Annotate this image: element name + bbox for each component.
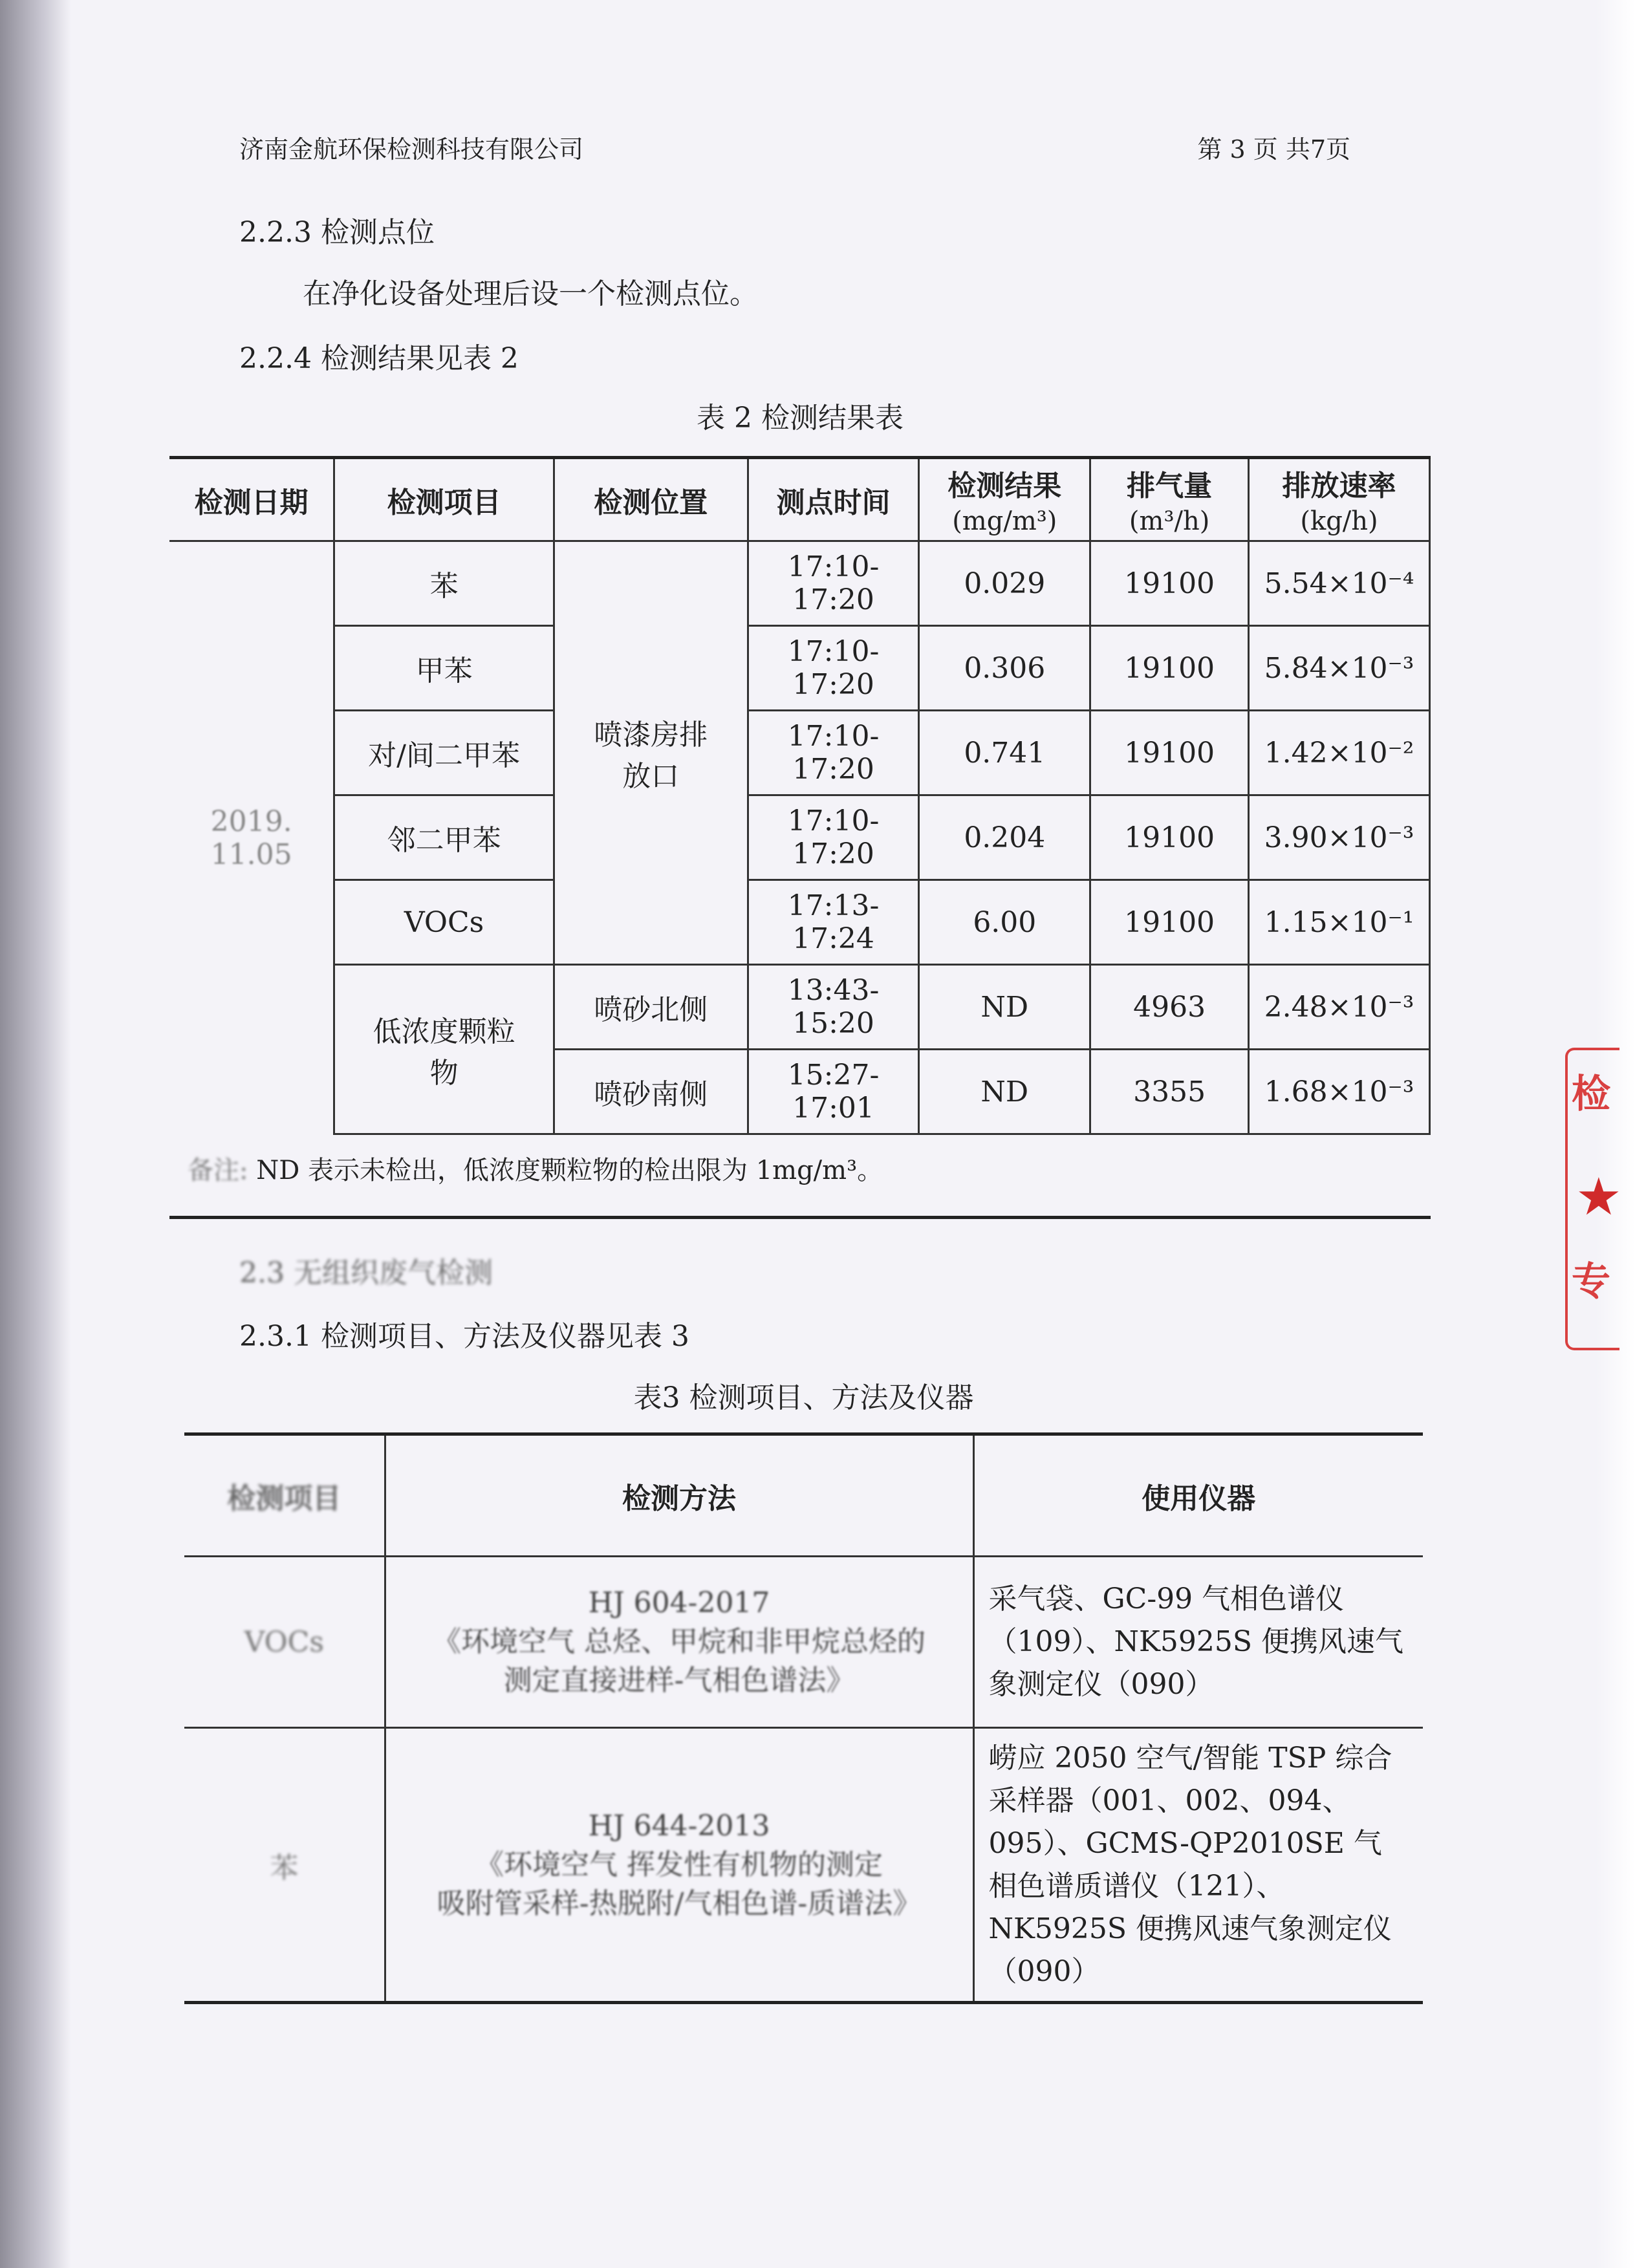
rate-cell: 3.90×10⁻³ [1249,795,1430,880]
separator-rule [169,1216,1431,1219]
method-cell: HJ 644-2013 《环境空气 挥发性有机物的测定 吸附管采样-热脱附/气相色谱-质谱法》 [385,1728,973,2003]
time-cell: 17:10-17:20 [748,541,919,626]
location-cell: 喷砂南侧 [554,1050,748,1134]
table-row [169,626,1430,711]
table-note [188,1150,883,1187]
header-rate: 排放速率 (kg/h) [1249,458,1430,541]
location-cell: 喷砂北侧 [554,965,748,1050]
stamp-char-top: 检 [1572,1072,1610,1117]
volume-cell: 19100 [1090,880,1249,965]
result-cell: 0.306 [919,626,1090,711]
volume-cell: 19100 [1090,795,1249,880]
section-23-heading: 2.3 无组织废气检测 [239,1257,493,1290]
section-231-heading: 2.3.1 检测项目、方法及仪器见表 3 [239,1320,689,1353]
page-binding-shadow [0,0,71,2268]
section-223-body: 在净化设备处理后设一个检测点位。 [303,277,758,310]
header-item: 检测项目 [184,1434,385,1557]
rate-cell: 1.42×10⁻² [1249,711,1430,795]
table2-caption: 表 2 检测结果表 [697,402,904,435]
rate-cell: 5.54×10⁻⁴ [1249,541,1430,626]
table-row [169,541,1430,626]
item-cell: 邻二甲苯 [334,795,554,880]
item-cell: VOCs [184,1557,385,1728]
header-item: 检测项目 [334,458,554,541]
item-cell: 苯 [334,541,554,626]
volume-cell: 19100 [1090,541,1249,626]
result-cell: 6.00 [919,880,1090,965]
time-cell: 17:13-17:24 [748,880,919,965]
time-cell: 17:10-17:20 [748,626,919,711]
item-cell: 对/间二甲苯 [334,711,554,795]
time-cell: 17:10-17:20 [748,795,919,880]
methods-table [184,1432,1423,2004]
volume-cell: 3355 [1090,1050,1249,1134]
table3-caption: 表3 检测项目、方法及仪器 [633,1381,974,1414]
header-instrument: 使用仪器 [973,1434,1423,1557]
header-time: 测点时间 [748,458,919,541]
volume-cell: 4963 [1090,965,1249,1050]
header-method: 检测方法 [385,1434,973,1557]
company-name: 济南金航环保检测科技有限公司 [239,135,584,164]
section-224-heading: 2.2.4 检测结果见表 2 [239,342,519,375]
result-cell: 0.204 [919,795,1090,880]
section-223-heading: 2.2.3 检测点位 [239,216,435,249]
item-cell: VOCs [334,880,554,965]
volume-cell: 19100 [1090,626,1249,711]
table-row [169,795,1430,880]
table-row [169,880,1430,965]
rate-cell: 2.48×10⁻³ [1249,965,1430,1050]
method-cell: HJ 604-2017 《环境空气 总烃、甲烷和非甲烷总烃的 测定直接进样-气相色谱法》 [385,1557,973,1728]
time-cell: 13:43-15:20 [748,965,919,1050]
header-volume: 排气量 (m³/h) [1090,458,1249,541]
result-cell: 0.029 [919,541,1090,626]
header-result: 检测结果 (mg/m³) [919,458,1090,541]
result-cell: ND [919,965,1090,1050]
item-cell: 甲苯 [334,626,554,711]
note-text: ND 表示未检出，低浓度颗粒物的检出限为 1mg/m³。 [256,1156,883,1185]
item-cell: 苯 [184,1728,385,2003]
rate-cell: 1.15×10⁻¹ [1249,880,1430,965]
seal-stamp [1565,1048,1622,1350]
stamp-char-bottom: 专 [1572,1259,1610,1304]
star-icon: ★ [1575,1167,1622,1227]
volume-cell: 19100 [1090,711,1249,795]
instrument-cell: 崂应 2050 空气/智能 TSP 综合采样器（001、002、094、095）、GCMS-QP2010SE 气相色谱质谱仪（121）、NK5925S 便携风速气象测定仪（090） [973,1728,1423,2003]
table-row [184,1557,1423,1728]
item-cell: 低浓度颗粒物 [334,965,554,1134]
time-cell: 17:10-17:20 [748,711,919,795]
results-table [169,456,1431,1135]
time-cell: 15:27-17:01 [748,1050,919,1134]
table-row [169,711,1430,795]
table-row [169,965,1430,1050]
date-cell: 2019. 11.05 [169,541,334,1134]
header-location: 检测位置 [554,458,748,541]
rate-cell: 1.68×10⁻³ [1249,1050,1430,1134]
result-cell: ND [919,1050,1090,1134]
note-prefix: 备注: [188,1156,248,1185]
instrument-cell: 采气袋、GC-99 气相色谱仪（109）、NK5925S 便携风速气象测定仪（090） [973,1557,1423,1728]
header-date: 检测日期 [169,458,334,541]
page-number: 第 3 页 共7页 [1197,135,1350,164]
result-cell: 0.741 [919,711,1090,795]
rate-cell: 5.84×10⁻³ [1249,626,1430,711]
table-row [184,1728,1423,2003]
location-cell: 喷漆房排放口 [554,541,748,965]
